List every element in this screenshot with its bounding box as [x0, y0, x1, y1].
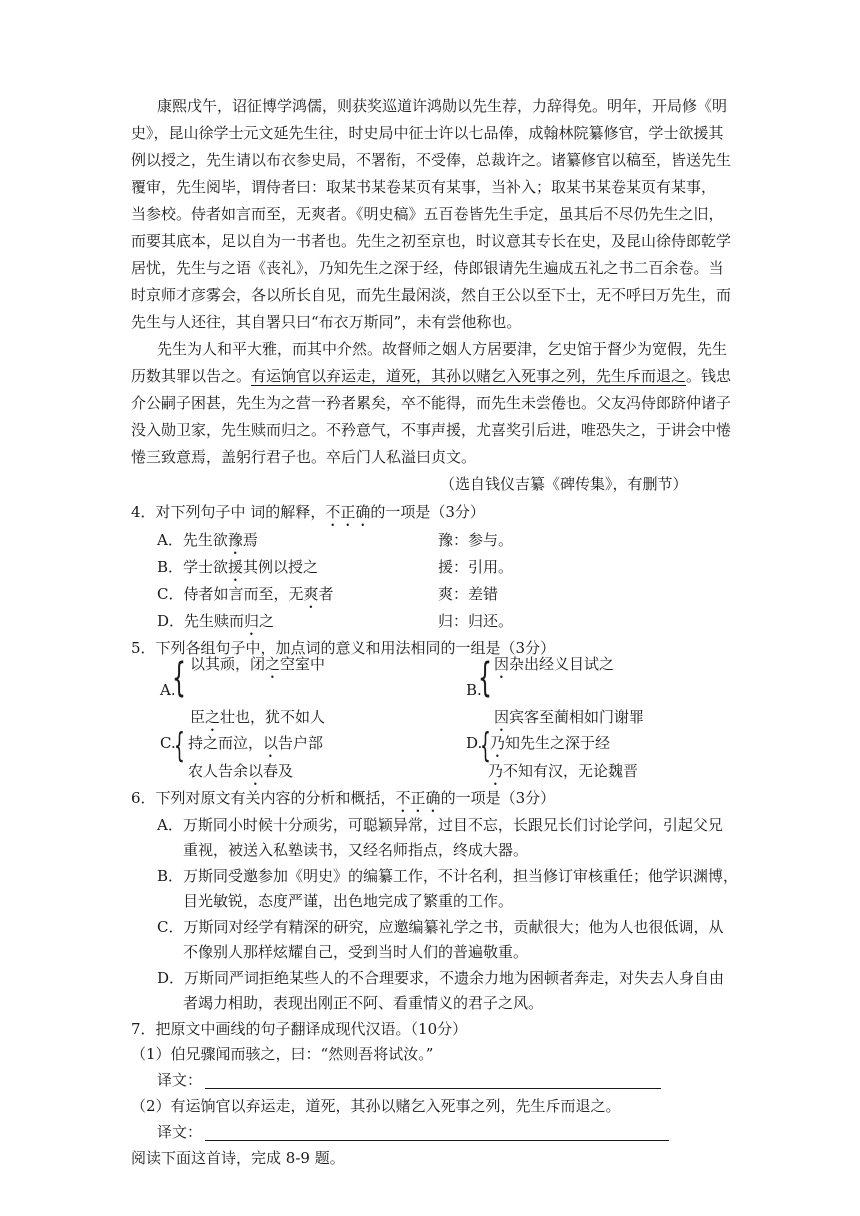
q6-option-d-cont: 者竭力相助，表现出刚正不阿、看重情义的君子之风。: [183, 994, 544, 1012]
answer-line-1[interactable]: [205, 1088, 661, 1089]
source-citation: （选自钱仪吉纂《碑传集》，有删节）: [440, 475, 688, 493]
q5-b2: [494, 707, 644, 735]
passage-line: 康熙戊午，诏征博学鸿儒，则获奖巡道许鸿勋以先生荐，力辞得免。明年，开局修《明: [157, 97, 728, 115]
dotted-word: 因: [494, 655, 510, 673]
option-text: B．学士欲: [157, 558, 229, 576]
passage-line: 例以授之，先生请以布衣参史局，不署衔，不受俸，总裁许之。诸纂修官以稿至，皆送先生: [131, 151, 732, 169]
brace-icon: {: [478, 655, 492, 701]
option-text: 不知有汉，无论魏晋: [503, 762, 639, 780]
option-text: 之: [259, 612, 275, 630]
dotted-word: 之: [205, 708, 221, 726]
q6-option-b-cont: 目光敏锐，态度严谨，出色地完成了繁重的工作。: [183, 892, 514, 910]
underlined-sentence: 有运饷官以弃运走，道死，其孙以赌乞入死事之列，先生斥而退之: [251, 367, 687, 385]
dotted-word: 之: [265, 655, 281, 673]
dotted-word: 因: [494, 708, 510, 726]
q4-option-d: [157, 611, 274, 639]
option-text: 者: [318, 585, 334, 603]
q6-option-a: A．万斯同小时候十分顽劣，可聪颖异常，过目不忘，长跟兄长们讨论学问，引起父兄: [157, 816, 723, 834]
q4-option-c: [157, 584, 334, 612]
dotted-word: 归: [244, 612, 260, 630]
brace-icon: {: [172, 655, 186, 701]
option-text: 其例以授之: [243, 558, 319, 576]
dotted-word: 以: [263, 734, 279, 752]
q5-c1: [188, 733, 323, 761]
option-text: 知先生之深于经: [505, 734, 611, 752]
q7-sentence-2: （2）有运饷官以弃运走，道死，其孙以赌乞入死事之列，先生斥而退之。: [131, 1097, 621, 1115]
q6-stem: [131, 788, 555, 816]
q6-option-c-cont: 不像别人那样炫耀自己，受到当时人们的普遍敬重。: [183, 943, 529, 961]
option-text: 春及: [263, 762, 294, 780]
q6-stem-emphasis: 不正确: [395, 789, 441, 807]
q4-option-b: [157, 557, 318, 585]
q4-stem: [131, 502, 485, 530]
passage-line: 居忧，先生与之语《丧礼》，乃知先生之深于经，侍郎银请先生遍成五礼之书二百余卷。当: [131, 259, 724, 277]
passage-line: 惓三致意焉，盖躬行君子也。卒后门人私溢曰贞文。: [131, 448, 477, 466]
q5-d2: [488, 761, 638, 789]
q5-label-a: A.: [160, 681, 176, 699]
q5-c2: [188, 761, 293, 789]
passage-text: 。钱忠: [686, 367, 732, 385]
option-text: 杂出经义目试之: [509, 655, 615, 673]
q4-stem-text: 4．对下列句子中 词的解释，: [131, 503, 326, 521]
dotted-word: 豫: [227, 531, 243, 549]
q5-stem: 5．下列各组句子中，加点词的意义和用法相同的一组是（3分）: [131, 639, 556, 657]
q4-explanation-b: 援：引用。: [438, 558, 514, 576]
option-text: 焉: [242, 531, 258, 549]
passage-line-underlined: [131, 366, 731, 386]
q5-a2: [190, 707, 325, 735]
passage-line: 覆审，先生阅毕，谓侍者曰：取某书某卷某页有某事，当补入；取某书某卷某页有某事，: [131, 178, 717, 196]
q4-stem-text: 的一项是（3分）: [370, 503, 485, 521]
q5-label-c: C.: [160, 734, 176, 752]
passage-line: 史》，昆山徐学士元文延先生往，时史局中征士许以七品俸，成翰林院纂修官，学士欲援其: [131, 124, 724, 142]
passage-line: 时京师才彦雾会，各以所长自见，而先生最闲淡，然自王公以至下士，无不呼曰万先生，而: [131, 286, 732, 304]
dotted-word: 乃: [490, 734, 506, 752]
q5-label-d: D.: [466, 734, 483, 752]
q5-b1: [494, 654, 614, 682]
passage-line: 先生为人和平大雅，而其中介然。故督师之姻人方居要津，乞史馆于督少为宽假，先生: [157, 340, 728, 358]
q6-option-b: B．万斯同受邀参加《明史》的编纂工作，不计名利，担当修订审核重任；他学识渊博，: [157, 867, 739, 885]
option-text: 空室中: [280, 655, 326, 673]
q7-translation-label-1: 译文：: [157, 1071, 203, 1089]
passage-line: 没入勋卫家，先生赎而归之。不矜意气，不事声援，尤喜奖引后进，唯恐失之，于讲会中惓: [131, 421, 732, 439]
q6-stem-text: 6．下列对原文有关内容的分析和概括，: [131, 789, 396, 807]
q4-option-a: [157, 530, 258, 558]
q6-option-c: C．万斯同对经学有精深的研究，应邀编纂礼学之书，贡献很大；他为人也很低调，从: [157, 918, 724, 936]
brace-icon: {: [480, 726, 491, 766]
option-text: 农人告余: [188, 762, 249, 780]
dotted-word: 援: [228, 558, 244, 576]
dotted-word: 乃: [488, 762, 504, 780]
option-text: 持之而泣，: [188, 734, 264, 752]
option-text: D．先生赎而: [157, 612, 245, 630]
dotted-word: 爽: [303, 585, 319, 603]
option-text: 臣: [190, 708, 206, 726]
q6-option-d: D．万斯同严词拒绝某些人的不合理要求，不遗余力地为困顿者奔走，对失去人身自由: [157, 969, 725, 987]
next-section-instruction: 阅读下面这首诗，完成 8-9 题。: [131, 1149, 345, 1167]
q6-option-a-cont: 重视，被送入私塾读书，又经名师指点，终成大器。: [183, 841, 529, 859]
q7-translation-label-2: 译文：: [157, 1123, 203, 1141]
brace-icon: {: [174, 726, 185, 766]
q5-d1: [490, 733, 610, 761]
q4-explanation-c: 爽：差错: [438, 585, 499, 603]
q7-sentence-1: （1）伯兄骤闻而骇之，曰：“然则吾将试汝。”: [131, 1045, 434, 1063]
answer-line-2[interactable]: [205, 1140, 669, 1141]
passage-line: 先生与人还往，其自署只曰“布衣万斯同”，未有尝他称也。: [131, 313, 522, 331]
passage-line: 而要其底本，足以自为一书者也。先生之初至京也，时议意其专长在史，及昆山徐侍郎乾学: [131, 232, 732, 250]
passage-text: 历数其罪以告之。: [131, 367, 252, 385]
passage-line: 当参校。侍者如言而至，无爽者。《明史稿》五百卷皆先生手定，虽其后不尽仍先生之旧，: [131, 205, 724, 223]
q5-a1: [190, 654, 325, 682]
passage-line: 介公嗣子困甚，先生为之营一矜者累矣，卒不能得，而先生未尝倦也。父友冯侍郎跻仲诸子: [131, 394, 732, 412]
q7-stem: 7．把原文中画线的句子翻译成现代汉语。（10分）: [131, 1020, 468, 1038]
q6-stem-text: 的一项是（3分）: [440, 789, 556, 807]
q5-label-b: B.: [466, 681, 482, 699]
option-text: 告户部: [278, 734, 324, 752]
option-text: 壮也，犹不如人: [220, 708, 326, 726]
option-text: C．侍者如言而至，无: [157, 585, 304, 603]
option-text: 宾客至蔺相如门谢罪: [509, 708, 645, 726]
dotted-word: 以: [248, 762, 264, 780]
q4-explanation-a: 豫：参与。: [438, 531, 514, 549]
option-text: 以其顽，闭: [190, 655, 266, 673]
q4-stem-emphasis: 不正确: [325, 503, 371, 521]
q4-explanation-d: 归：归还。: [438, 612, 514, 630]
option-text: A．先生欲: [157, 531, 228, 549]
